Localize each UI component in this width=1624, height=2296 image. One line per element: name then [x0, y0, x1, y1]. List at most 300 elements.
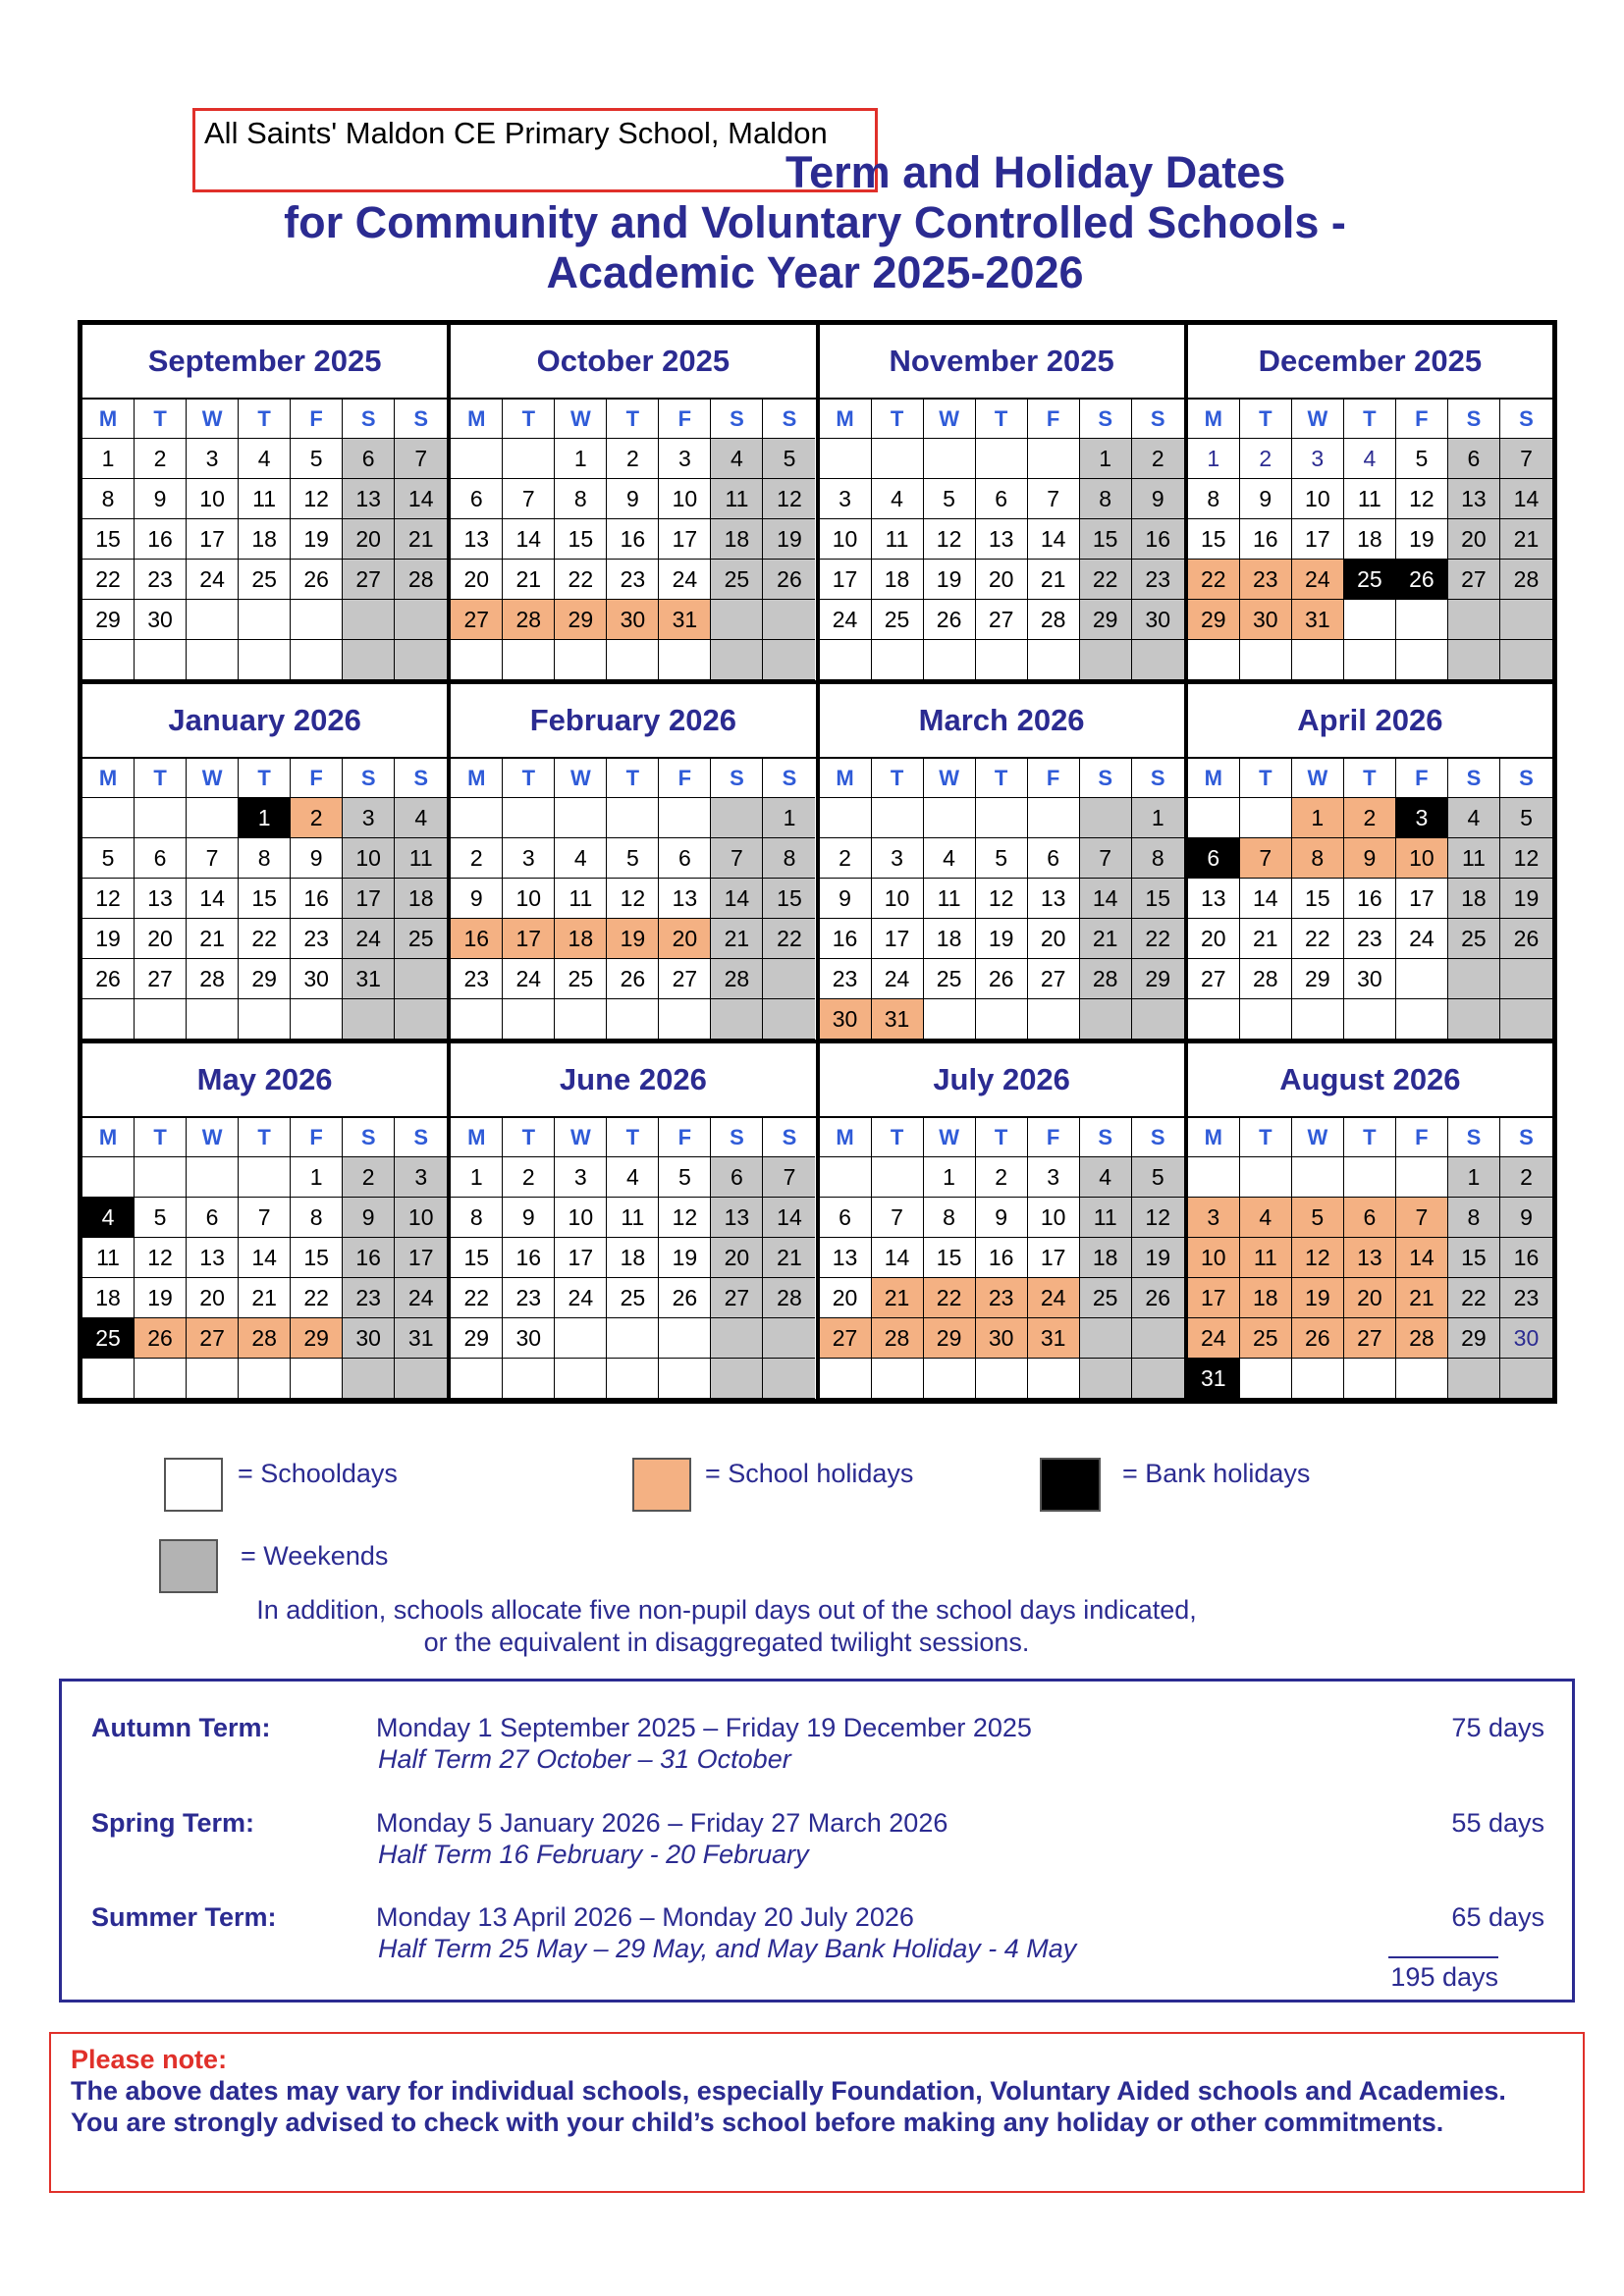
weekday-header: M — [82, 1118, 135, 1157]
empty-cell — [763, 1318, 815, 1359]
day-cell: 10 — [1292, 479, 1344, 519]
weekday-header: M — [451, 759, 503, 798]
day-cell: 30 — [820, 999, 872, 1040]
month-title: December 2025 — [1188, 325, 1552, 400]
day-cell: 21 — [1396, 1278, 1448, 1318]
weekday-header: T — [976, 1118, 1028, 1157]
day-cell: 14 — [239, 1238, 291, 1278]
title-line-2: for Community and Voluntary Controlled Schools - — [284, 197, 1346, 247]
day-cell: 4 — [924, 838, 976, 879]
empty-cell — [607, 999, 659, 1040]
month-days-grid — [451, 400, 815, 680]
weekday-header: F — [291, 759, 343, 798]
day-cell: 1 — [291, 1157, 343, 1198]
empty-cell — [239, 1359, 291, 1399]
empty-cell — [924, 439, 976, 479]
day-cell: 22 — [291, 1278, 343, 1318]
weekday-header: M — [820, 759, 872, 798]
day-cell: 28 — [395, 560, 447, 600]
empty-cell — [1188, 798, 1240, 838]
day-cell: 29 — [924, 1318, 976, 1359]
day-cell: 1 — [1448, 1157, 1500, 1198]
empty-cell — [1292, 1157, 1344, 1198]
weekday-header: W — [187, 759, 239, 798]
day-cell: 2 — [1500, 1157, 1552, 1198]
weekday-header: W — [924, 759, 976, 798]
month-title: August 2026 — [1188, 1043, 1552, 1118]
month-title: March 2026 — [820, 684, 1184, 759]
empty-cell — [1028, 798, 1080, 838]
empty-cell — [1396, 1157, 1448, 1198]
day-cell: 23 — [135, 560, 187, 600]
empty-cell — [555, 640, 607, 680]
day-cell: 16 — [291, 879, 343, 919]
day-cell: 25 — [1080, 1278, 1132, 1318]
day-cell: 13 — [659, 879, 711, 919]
empty-cell — [555, 1318, 607, 1359]
weekday-header: S — [711, 759, 763, 798]
day-cell: 22 — [763, 919, 815, 959]
day-cell: 1 — [1188, 439, 1240, 479]
day-cell: 24 — [343, 919, 395, 959]
month-block — [820, 325, 1184, 680]
day-cell: 18 — [1344, 519, 1396, 560]
day-cell: 27 — [711, 1278, 763, 1318]
empty-cell — [763, 600, 815, 640]
empty-cell — [1344, 600, 1396, 640]
empty-cell — [395, 640, 447, 680]
day-cell: 10 — [659, 479, 711, 519]
weekday-header: S — [1500, 759, 1552, 798]
day-cell: 17 — [503, 919, 555, 959]
day-cell: 4 — [607, 1157, 659, 1198]
weekday-header: T — [872, 1118, 924, 1157]
empty-cell — [135, 999, 187, 1040]
weekday-header: S — [1500, 1118, 1552, 1157]
weekday-header: W — [555, 759, 607, 798]
day-cell: 20 — [659, 919, 711, 959]
month-title: May 2026 — [82, 1043, 447, 1118]
legend-weekends-swatch — [159, 1539, 218, 1593]
day-cell: 1 — [1132, 798, 1184, 838]
empty-cell — [1396, 600, 1448, 640]
month-block — [820, 684, 1184, 1040]
day-cell: 13 — [1028, 879, 1080, 919]
day-cell: 15 — [82, 519, 135, 560]
month-title: November 2025 — [820, 325, 1184, 400]
day-cell: 28 — [1396, 1318, 1448, 1359]
empty-cell — [395, 600, 447, 640]
day-cell: 26 — [763, 560, 815, 600]
day-cell: 12 — [1396, 479, 1448, 519]
day-cell: 19 — [1500, 879, 1552, 919]
day-cell: 16 — [607, 519, 659, 560]
day-cell: 20 — [1448, 519, 1500, 560]
day-cell: 31 — [343, 959, 395, 999]
weekday-header: W — [555, 1118, 607, 1157]
weekday-header: M — [82, 400, 135, 439]
day-cell: 5 — [607, 838, 659, 879]
weekday-header: T — [976, 400, 1028, 439]
day-cell: 27 — [659, 959, 711, 999]
day-cell: 23 — [820, 959, 872, 999]
day-cell: 12 — [659, 1198, 711, 1238]
day-cell: 27 — [343, 560, 395, 600]
day-cell: 16 — [1500, 1238, 1552, 1278]
day-cell: 22 — [1132, 919, 1184, 959]
day-cell: 8 — [555, 479, 607, 519]
month-block — [82, 1043, 447, 1399]
empty-cell — [1396, 1359, 1448, 1399]
day-cell: 17 — [1188, 1278, 1240, 1318]
day-cell: 7 — [503, 479, 555, 519]
day-cell: 30 — [976, 1318, 1028, 1359]
day-cell: 10 — [555, 1198, 607, 1238]
day-cell: 16 — [135, 519, 187, 560]
day-cell: 29 — [291, 1318, 343, 1359]
day-cell: 20 — [1344, 1278, 1396, 1318]
term-dates: Monday 5 January 2026 – Friday 27 March 2026 — [376, 1808, 948, 1838]
weekday-header: F — [1028, 759, 1080, 798]
day-cell: 10 — [820, 519, 872, 560]
day-cell: 23 — [607, 560, 659, 600]
weekday-header: M — [82, 759, 135, 798]
day-cell: 5 — [291, 439, 343, 479]
month-days-grid — [820, 400, 1184, 680]
day-cell: 11 — [82, 1238, 135, 1278]
term-name: Autumn Term: — [91, 1713, 271, 1742]
day-cell: 13 — [1344, 1238, 1396, 1278]
empty-cell — [239, 999, 291, 1040]
day-cell: 9 — [1132, 479, 1184, 519]
day-cell: 20 — [1028, 919, 1080, 959]
empty-cell — [135, 798, 187, 838]
day-cell: 15 — [763, 879, 815, 919]
empty-cell — [872, 439, 924, 479]
day-cell: 3 — [555, 1157, 607, 1198]
weekday-header: S — [395, 759, 447, 798]
day-cell: 14 — [1396, 1238, 1448, 1278]
day-cell: 2 — [1240, 439, 1292, 479]
empty-cell — [976, 798, 1028, 838]
empty-cell — [1028, 1359, 1080, 1399]
day-cell: 19 — [1396, 519, 1448, 560]
half-term: Half Term 27 October – 31 October — [378, 1744, 791, 1774]
day-cell: 30 — [1240, 600, 1292, 640]
day-cell: 26 — [82, 959, 135, 999]
term-name: Summer Term: — [91, 1902, 277, 1932]
empty-cell — [291, 999, 343, 1040]
weekday-header: S — [711, 400, 763, 439]
empty-cell — [1344, 640, 1396, 680]
day-cell: 11 — [872, 519, 924, 560]
day-cell: 7 — [1396, 1198, 1448, 1238]
day-cell: 16 — [1240, 519, 1292, 560]
day-cell: 4 — [1240, 1198, 1292, 1238]
day-cell: 26 — [659, 1278, 711, 1318]
day-cell: 13 — [135, 879, 187, 919]
weekday-header: F — [291, 1118, 343, 1157]
day-cell: 22 — [451, 1278, 503, 1318]
day-cell: 6 — [187, 1198, 239, 1238]
day-cell: 15 — [924, 1238, 976, 1278]
empty-cell — [1344, 1359, 1396, 1399]
please-note-line-2: You are strongly advised to check with your child’s school before making any holiday or other commitments. — [71, 2108, 1444, 2137]
day-cell: 8 — [239, 838, 291, 879]
weekday-header: F — [659, 759, 711, 798]
day-cell: 4 — [1344, 439, 1396, 479]
empty-cell — [1396, 959, 1448, 999]
day-cell: 4 — [711, 439, 763, 479]
empty-cell — [1448, 600, 1500, 640]
empty-cell — [1344, 999, 1396, 1040]
term-dates: Monday 1 September 2025 – Friday 19 December 2025 — [376, 1713, 1032, 1742]
term-days: 65 days — [1451, 1902, 1544, 1932]
day-cell: 11 — [711, 479, 763, 519]
day-cell: 29 — [82, 600, 135, 640]
month-title: April 2026 — [1188, 684, 1552, 759]
day-cell: 28 — [1500, 560, 1552, 600]
empty-cell — [1132, 640, 1184, 680]
day-cell: 7 — [1500, 439, 1552, 479]
note-line-2: or the equivalent in disaggregated twilight sessions. — [423, 1628, 1030, 1657]
day-cell: 24 — [1396, 919, 1448, 959]
day-cell: 6 — [451, 479, 503, 519]
day-cell: 7 — [1240, 838, 1292, 879]
term-summary-box — [59, 1679, 1575, 2002]
day-cell: 27 — [820, 1318, 872, 1359]
month-block — [1188, 325, 1552, 680]
day-cell: 2 — [451, 838, 503, 879]
day-cell: 30 — [343, 1318, 395, 1359]
day-cell: 21 — [1240, 919, 1292, 959]
legend-school-holidays-swatch — [632, 1458, 691, 1512]
day-cell: 10 — [187, 479, 239, 519]
empty-cell — [1080, 999, 1132, 1040]
day-cell: 16 — [343, 1238, 395, 1278]
day-cell: 29 — [451, 1318, 503, 1359]
weekday-header: S — [1080, 400, 1132, 439]
empty-cell — [1396, 640, 1448, 680]
day-cell: 2 — [1132, 439, 1184, 479]
day-cell: 30 — [503, 1318, 555, 1359]
day-cell: 15 — [1292, 879, 1344, 919]
day-cell: 7 — [1028, 479, 1080, 519]
day-cell: 4 — [555, 838, 607, 879]
day-cell: 9 — [343, 1198, 395, 1238]
day-cell: 22 — [239, 919, 291, 959]
day-cell: 21 — [503, 560, 555, 600]
day-cell: 6 — [1028, 838, 1080, 879]
day-cell: 6 — [343, 439, 395, 479]
day-cell: 3 — [1188, 1198, 1240, 1238]
day-cell: 1 — [239, 798, 291, 838]
month-block — [820, 1043, 1184, 1399]
day-cell: 28 — [503, 600, 555, 640]
empty-cell — [607, 640, 659, 680]
day-cell: 4 — [872, 479, 924, 519]
weekday-header: W — [1292, 1118, 1344, 1157]
day-cell: 24 — [820, 600, 872, 640]
day-cell: 19 — [135, 1278, 187, 1318]
day-cell: 23 — [343, 1278, 395, 1318]
weekday-header: F — [1396, 759, 1448, 798]
empty-cell — [239, 600, 291, 640]
weekday-header: S — [1080, 1118, 1132, 1157]
empty-cell — [820, 640, 872, 680]
day-cell: 4 — [82, 1198, 135, 1238]
weekday-header: F — [1396, 400, 1448, 439]
day-cell: 1 — [451, 1157, 503, 1198]
day-cell: 25 — [711, 560, 763, 600]
day-cell: 19 — [1132, 1238, 1184, 1278]
day-cell: 5 — [82, 838, 135, 879]
day-cell: 31 — [659, 600, 711, 640]
day-cell: 10 — [395, 1198, 447, 1238]
weekday-header: T — [607, 400, 659, 439]
empty-cell — [659, 1318, 711, 1359]
please-note-line-1: The above dates may vary for individual schools, especially Foundation, Voluntary Aided schools and Academies. — [71, 2076, 1506, 2106]
day-cell: 8 — [763, 838, 815, 879]
day-cell: 18 — [1080, 1238, 1132, 1278]
day-cell: 28 — [1080, 959, 1132, 999]
day-cell: 27 — [451, 600, 503, 640]
month-block — [1188, 1043, 1552, 1399]
day-cell: 5 — [1396, 439, 1448, 479]
day-cell: 7 — [187, 838, 239, 879]
day-cell: 29 — [1292, 959, 1344, 999]
empty-cell — [1500, 959, 1552, 999]
day-cell: 1 — [924, 1157, 976, 1198]
day-cell: 21 — [187, 919, 239, 959]
empty-cell — [451, 798, 503, 838]
day-cell: 14 — [503, 519, 555, 560]
day-cell: 31 — [395, 1318, 447, 1359]
day-cell: 12 — [291, 479, 343, 519]
day-cell: 23 — [976, 1278, 1028, 1318]
day-cell: 19 — [763, 519, 815, 560]
empty-cell — [555, 798, 607, 838]
empty-cell — [659, 798, 711, 838]
day-cell: 9 — [976, 1198, 1028, 1238]
calendar-grid — [78, 320, 1557, 1404]
please-note-box — [49, 2032, 1585, 2193]
day-cell: 8 — [1448, 1198, 1500, 1238]
weekday-header: W — [187, 400, 239, 439]
day-cell: 18 — [711, 519, 763, 560]
day-cell: 27 — [1028, 959, 1080, 999]
day-cell: 20 — [820, 1278, 872, 1318]
empty-cell — [924, 1359, 976, 1399]
day-cell: 27 — [187, 1318, 239, 1359]
day-cell: 18 — [239, 519, 291, 560]
total-divider — [1388, 1956, 1498, 1958]
day-cell: 12 — [1132, 1198, 1184, 1238]
day-cell: 31 — [1028, 1318, 1080, 1359]
day-cell: 11 — [1448, 838, 1500, 879]
empty-cell — [763, 959, 815, 999]
day-cell: 20 — [187, 1278, 239, 1318]
empty-cell — [1028, 999, 1080, 1040]
empty-cell — [872, 1157, 924, 1198]
day-cell: 29 — [1132, 959, 1184, 999]
weekday-header: S — [1132, 759, 1184, 798]
day-cell: 15 — [291, 1238, 343, 1278]
month-days-grid — [82, 1118, 447, 1399]
empty-cell — [1240, 640, 1292, 680]
weekday-header: M — [820, 400, 872, 439]
empty-cell — [187, 1359, 239, 1399]
weekday-header: S — [1500, 400, 1552, 439]
day-cell: 25 — [1240, 1318, 1292, 1359]
legend-schooldays-swatch — [164, 1458, 223, 1512]
month-title: July 2026 — [820, 1043, 1184, 1118]
please-note-title: Please note: — [71, 2045, 228, 2074]
day-cell: 3 — [343, 798, 395, 838]
day-cell: 28 — [711, 959, 763, 999]
day-cell: 16 — [1132, 519, 1184, 560]
legend-schooldays-label: = Schooldays — [238, 1459, 398, 1488]
empty-cell — [872, 640, 924, 680]
empty-cell — [239, 1157, 291, 1198]
empty-cell — [187, 798, 239, 838]
empty-cell — [503, 999, 555, 1040]
day-cell: 19 — [291, 519, 343, 560]
weekday-header: W — [924, 1118, 976, 1157]
day-cell: 25 — [924, 959, 976, 999]
day-cell: 17 — [1396, 879, 1448, 919]
day-cell: 18 — [1240, 1278, 1292, 1318]
day-cell: 15 — [239, 879, 291, 919]
day-cell: 22 — [1448, 1278, 1500, 1318]
legend-bank-holidays-swatch — [1040, 1458, 1101, 1512]
day-cell: 18 — [924, 919, 976, 959]
day-cell: 14 — [1028, 519, 1080, 560]
empty-cell — [1292, 640, 1344, 680]
day-cell: 20 — [451, 560, 503, 600]
empty-cell — [451, 1359, 503, 1399]
weekday-header: T — [872, 759, 924, 798]
weekday-header: T — [976, 759, 1028, 798]
day-cell: 27 — [1188, 959, 1240, 999]
day-cell: 8 — [1080, 479, 1132, 519]
day-cell: 24 — [1028, 1278, 1080, 1318]
day-cell: 20 — [711, 1238, 763, 1278]
day-cell: 5 — [135, 1198, 187, 1238]
weekday-header: T — [1344, 1118, 1396, 1157]
weekday-header: S — [1448, 1118, 1500, 1157]
day-cell: 30 — [1500, 1318, 1552, 1359]
weekday-header: S — [343, 759, 395, 798]
term-days: 75 days — [1451, 1713, 1544, 1742]
day-cell: 13 — [343, 479, 395, 519]
month-block — [1188, 684, 1552, 1040]
day-cell: 7 — [395, 439, 447, 479]
month-block — [451, 325, 815, 680]
day-cell: 14 — [711, 879, 763, 919]
weekday-header: M — [820, 1118, 872, 1157]
day-cell: 4 — [1080, 1157, 1132, 1198]
day-cell: 2 — [135, 439, 187, 479]
day-cell: 26 — [291, 560, 343, 600]
day-cell: 20 — [976, 560, 1028, 600]
weekday-header: F — [291, 400, 343, 439]
day-cell: 6 — [820, 1198, 872, 1238]
day-cell: 7 — [1080, 838, 1132, 879]
weekday-header: T — [135, 759, 187, 798]
day-cell: 22 — [1292, 919, 1344, 959]
day-cell: 2 — [607, 439, 659, 479]
